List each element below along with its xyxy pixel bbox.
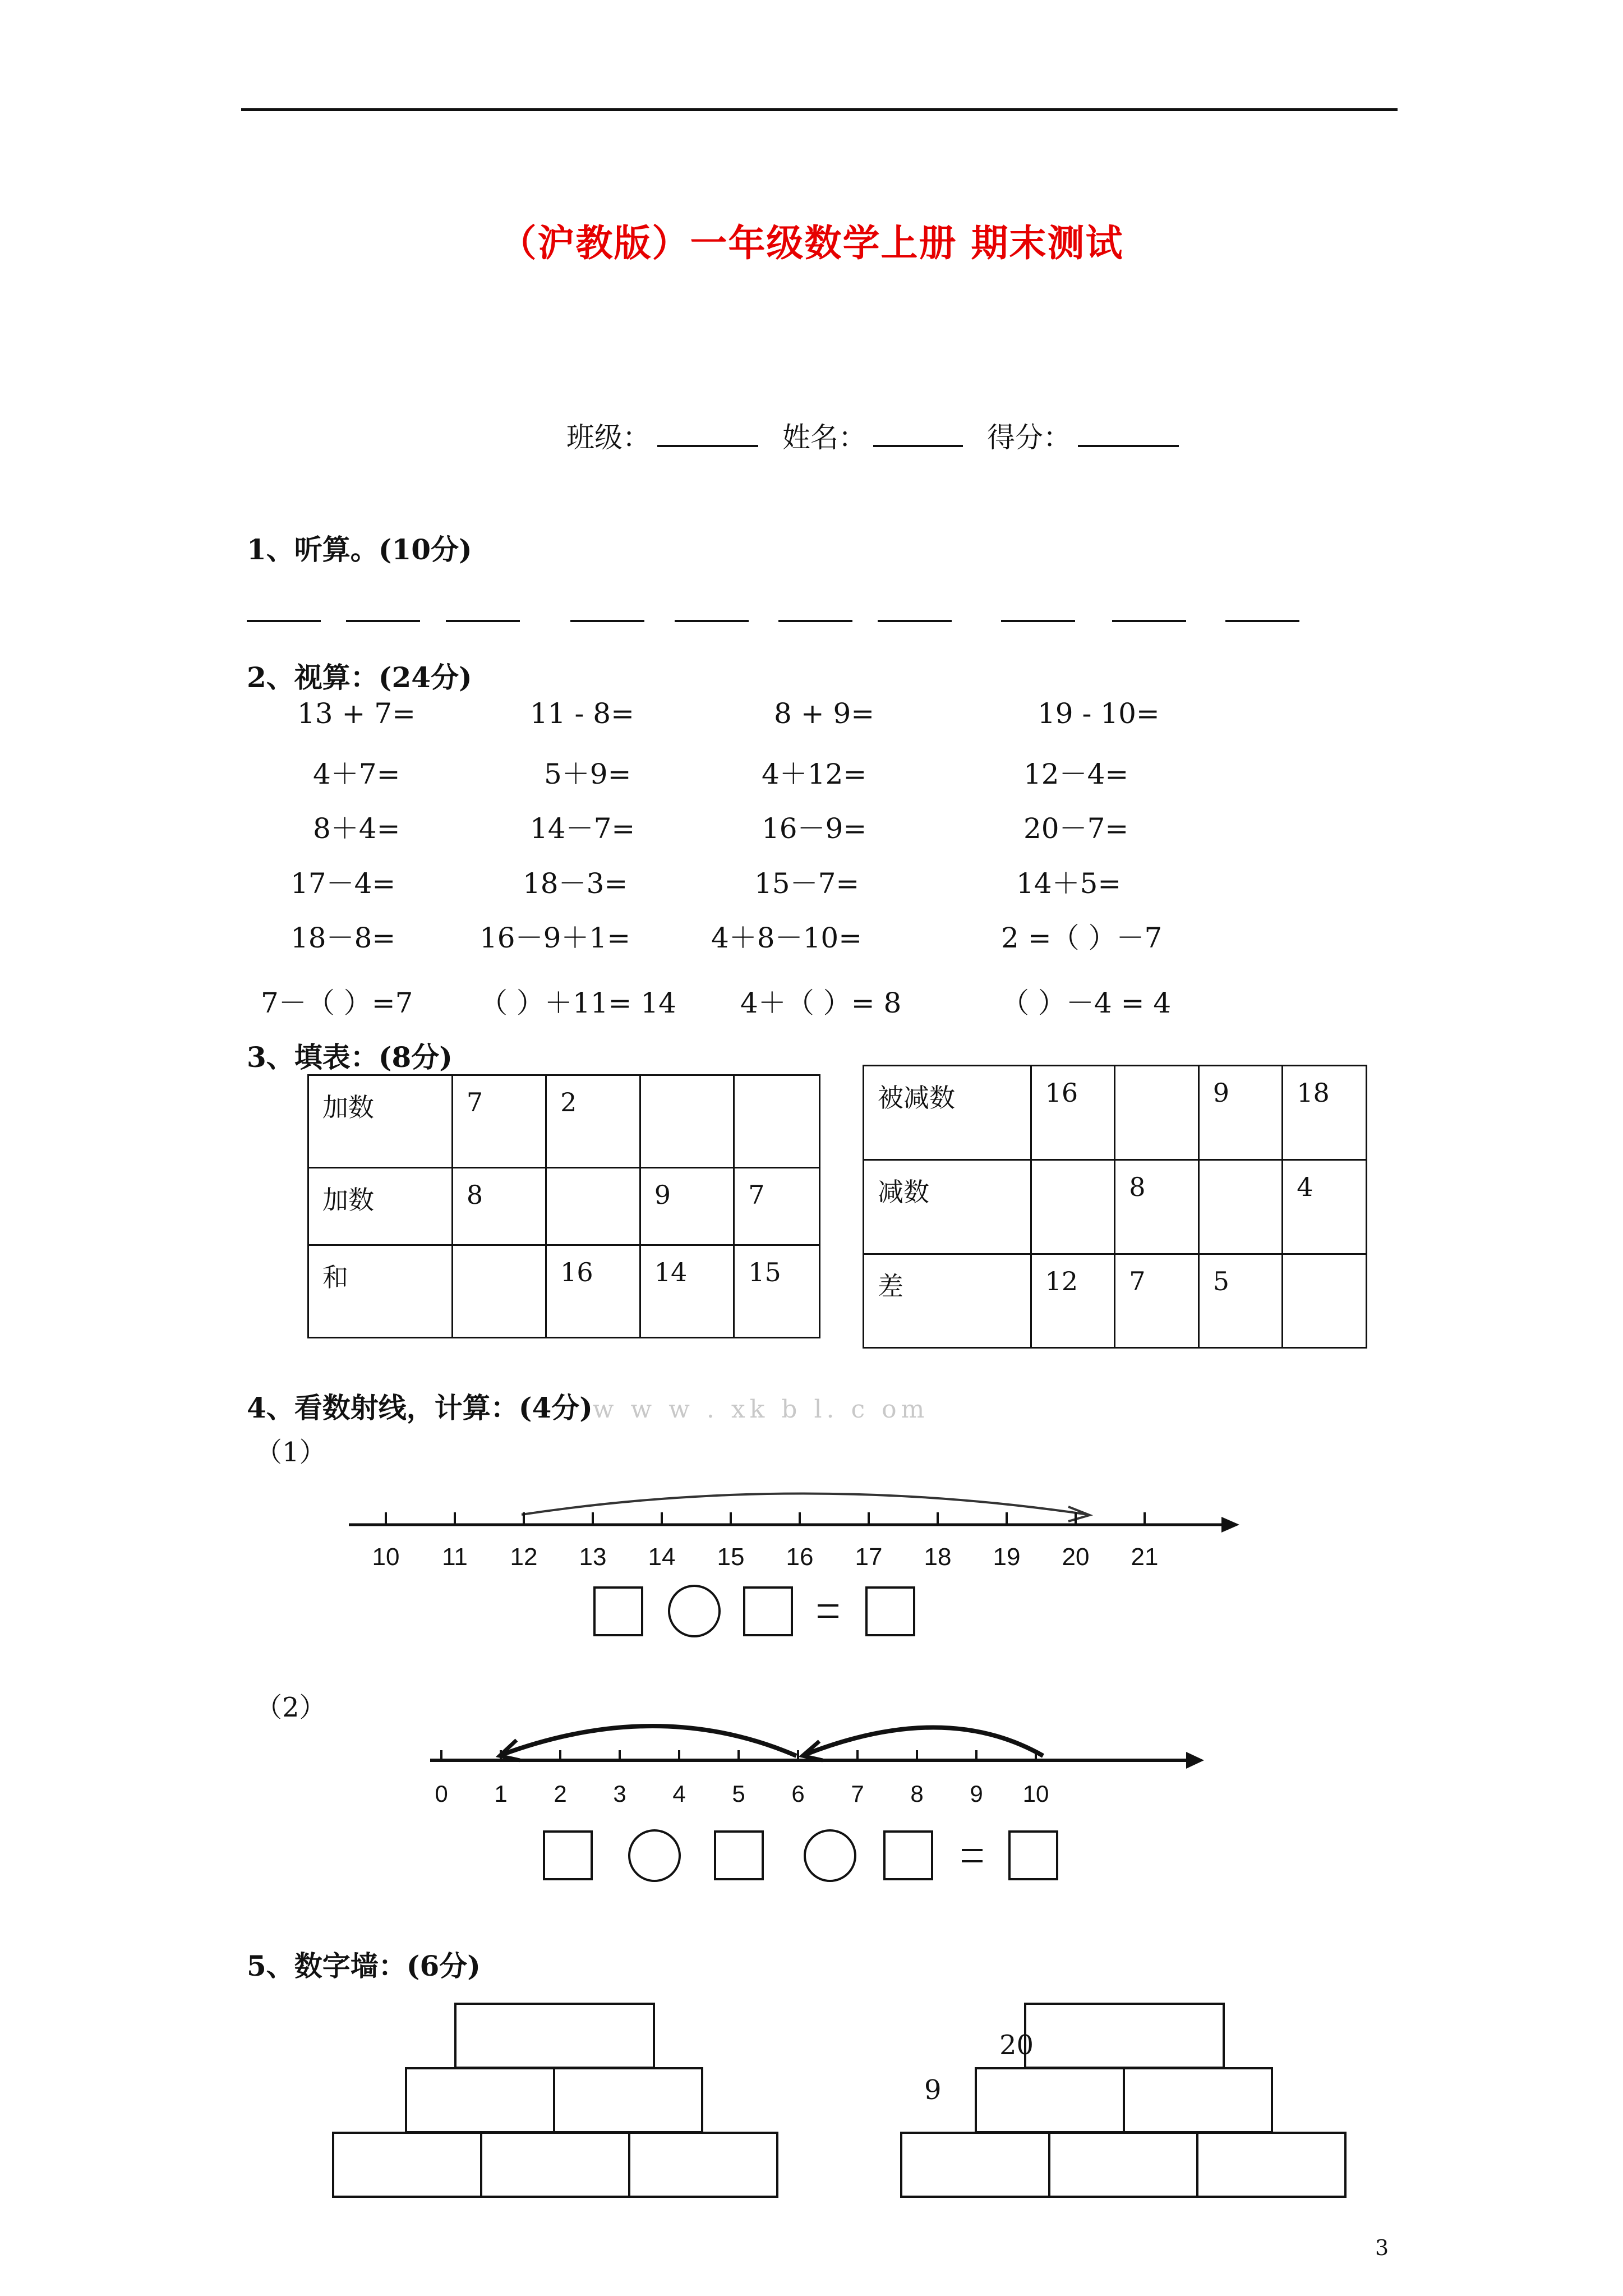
wall-brick[interactable] (332, 2132, 482, 2198)
table-cell: 16 (546, 1245, 640, 1338)
name-field (782, 415, 963, 455)
answer-box[interactable] (884, 1832, 932, 1879)
wall-brick[interactable] (480, 2132, 630, 2198)
table-cell: 4 (1283, 1160, 1367, 1254)
answer-boxes (544, 1830, 1057, 1881)
score-field (987, 415, 1179, 455)
answer-box[interactable] (594, 1588, 642, 1635)
wall-brick[interactable] (405, 2067, 555, 2133)
table-cell: 和 (308, 1245, 453, 1338)
equation: 15－7= (754, 867, 860, 900)
equation: 17－4= (291, 867, 396, 900)
wall-brick[interactable] (1024, 2003, 1225, 2069)
equation: 11 - 8= (530, 697, 635, 730)
tick-label: 21 (1131, 1543, 1159, 1571)
wall-brick[interactable] (628, 2132, 778, 2198)
tick-label: 1 (494, 1780, 508, 1807)
tick-label: 11 (442, 1543, 468, 1571)
subtraction-table (863, 1065, 1367, 1349)
table-cell[interactable] (1031, 1160, 1115, 1254)
name-blank[interactable] (873, 417, 963, 447)
answer-box[interactable] (544, 1832, 592, 1879)
answer-line[interactable] (675, 620, 749, 622)
table-cell[interactable] (546, 1168, 640, 1245)
tick-label: 17 (855, 1543, 883, 1571)
wall-brick[interactable] (553, 2067, 703, 2133)
page-number: 3 (1375, 2235, 1389, 2260)
tick-label: 6 (791, 1780, 805, 1807)
tick-label: 18 (924, 1543, 952, 1571)
equation: 2 =（ ）－7 (1001, 922, 1163, 954)
table-cell: 7 (1115, 1254, 1199, 1348)
answer-line[interactable] (446, 620, 520, 622)
answer-line[interactable] (1001, 620, 1075, 622)
equation: 18－8= (291, 922, 396, 954)
table-cell: 9 (640, 1168, 734, 1245)
tick-label: 13 (579, 1543, 607, 1571)
q4-heading (247, 1386, 929, 1426)
equation: 20－7= (1023, 812, 1129, 845)
equation: 4＋7= (313, 758, 400, 790)
tick-label: 10 (372, 1543, 400, 1571)
wall-brick[interactable] (454, 2003, 655, 2069)
tick-group (372, 1512, 1159, 1571)
operator-circle[interactable] (629, 1830, 680, 1881)
table-cell: 8 (1115, 1160, 1199, 1254)
score-blank[interactable] (1078, 417, 1179, 447)
answer-boxes (594, 1586, 914, 1636)
jump-arc (522, 1494, 1088, 1515)
equation: 4＋（ ）= 8 (740, 987, 902, 1019)
table-cell: 减数 (864, 1160, 1031, 1254)
class-field (566, 415, 758, 455)
table-cell[interactable] (452, 1245, 546, 1338)
tick-label: 14 (648, 1543, 676, 1571)
q1-heading: 1、听算。(10分) (247, 533, 472, 566)
table-cell: 5 (1198, 1254, 1283, 1348)
table-cell: 加数 (308, 1168, 453, 1245)
table-cell[interactable] (1283, 1254, 1367, 1348)
wall-brick[interactable] (1123, 2067, 1273, 2133)
tick-label: 19 (993, 1543, 1021, 1571)
q5-heading: 5、数字墙：(6分) (247, 1949, 481, 1982)
table-cell: 18 (1283, 1066, 1367, 1160)
tick-label: 20 (1062, 1543, 1090, 1571)
wall-value: 9 (924, 2074, 942, 2106)
tick-label: 0 (435, 1780, 448, 1807)
class-label: 班级： (566, 421, 651, 454)
operator-circle[interactable] (669, 1586, 720, 1636)
tick-label: 10 (1022, 1780, 1049, 1807)
wall-value: 20 (999, 2030, 1034, 2061)
table-cell: 加数 (308, 1075, 453, 1168)
tick-label: 12 (510, 1543, 538, 1571)
equation: 19 - 10= (1038, 697, 1160, 730)
score-label: 得分： (987, 421, 1071, 454)
table-cell[interactable] (734, 1075, 820, 1168)
number-line-2 (423, 1700, 1220, 1896)
table-cell: 2 (546, 1075, 640, 1168)
page-title: （沪教版）一年级数学上册 期末测试 (499, 221, 1124, 265)
tick-label: 8 (910, 1780, 924, 1807)
operator-circle[interactable] (805, 1830, 855, 1881)
sub2-label: （2） (255, 1692, 326, 1723)
equation: 16－9= (762, 812, 867, 845)
tick-label: 7 (851, 1780, 864, 1807)
class-blank[interactable] (657, 417, 758, 447)
q4-heading-text: 4、看数射线，计算：(4分) (247, 1391, 593, 1424)
q3-heading: 3、填表：(8分) (247, 1041, 453, 1074)
axis-arrow (1221, 1517, 1239, 1533)
tick-label: 3 (613, 1780, 626, 1807)
equation: 14＋5= (1016, 867, 1122, 900)
table-cell: 差 (864, 1254, 1031, 1348)
equation: 8＋4= (313, 812, 400, 845)
equation: 8 + 9= (774, 697, 875, 730)
table-cell: 7 (734, 1168, 820, 1245)
answer-box[interactable] (866, 1588, 914, 1635)
answer-line[interactable] (778, 620, 852, 622)
sub1-label: （1） (255, 1437, 326, 1468)
tick-label: 15 (717, 1543, 745, 1571)
tick-label: 5 (732, 1780, 745, 1807)
equation: 4＋12= (762, 758, 867, 790)
equation: （ ）＋11= 14 (479, 987, 676, 1019)
equation: 18－3= (523, 867, 628, 900)
table-cell: 15 (734, 1245, 820, 1338)
tick-label: 4 (672, 1780, 686, 1807)
answer-line[interactable] (346, 620, 420, 622)
tick-label: 9 (970, 1780, 983, 1807)
table-cell[interactable] (1115, 1066, 1199, 1160)
table-cell: 8 (452, 1168, 546, 1245)
answer-line[interactable] (878, 620, 952, 622)
axis-arrow (1186, 1752, 1204, 1769)
equation: 4＋8－10= (711, 922, 863, 954)
answer-box[interactable] (744, 1588, 792, 1635)
wall-brick[interactable] (975, 2067, 1125, 2133)
equation: 7－（ ）=7 (261, 987, 413, 1019)
table-cell: 14 (640, 1245, 734, 1338)
wall-brick[interactable] (1048, 2132, 1198, 2198)
equation: 16－9＋1= (479, 922, 631, 954)
answer-line[interactable] (570, 620, 644, 622)
equation: 13 + 7= (297, 697, 416, 730)
answer-line[interactable] (247, 620, 321, 622)
jump-arc (502, 1726, 796, 1756)
tick-label: 2 (554, 1780, 567, 1807)
number-line-1 (342, 1470, 1256, 1649)
name-label: 姓名： (782, 421, 866, 454)
table-cell: 被减数 (864, 1066, 1031, 1160)
top-rule (241, 108, 1398, 111)
table-cell[interactable] (1198, 1160, 1283, 1254)
table-cell: 16 (1031, 1066, 1115, 1160)
wall-brick[interactable] (900, 2132, 1050, 2198)
wall-brick[interactable] (1196, 2132, 1347, 2198)
answer-box[interactable] (715, 1832, 763, 1879)
table-cell: 9 (1198, 1066, 1283, 1160)
watermark: w w w . xk b l. c om (592, 1395, 929, 1424)
equation: 5＋9= (544, 758, 631, 790)
tick-label: 16 (786, 1543, 814, 1571)
q2-heading: 2、视算：(24分) (247, 661, 472, 694)
jump-arc (805, 1727, 1043, 1756)
equation: （ ）－4 = 4 (1001, 987, 1172, 1019)
table-cell: 12 (1031, 1254, 1115, 1348)
answer-box[interactable] (1009, 1832, 1057, 1879)
answer-line[interactable] (1225, 620, 1299, 622)
equation: 14－7= (530, 812, 635, 845)
table-cell[interactable] (640, 1075, 734, 1168)
addition-table (307, 1074, 820, 1338)
table-cell: 7 (452, 1075, 546, 1168)
equation: 12－4= (1023, 758, 1129, 790)
answer-line[interactable] (1112, 620, 1186, 622)
